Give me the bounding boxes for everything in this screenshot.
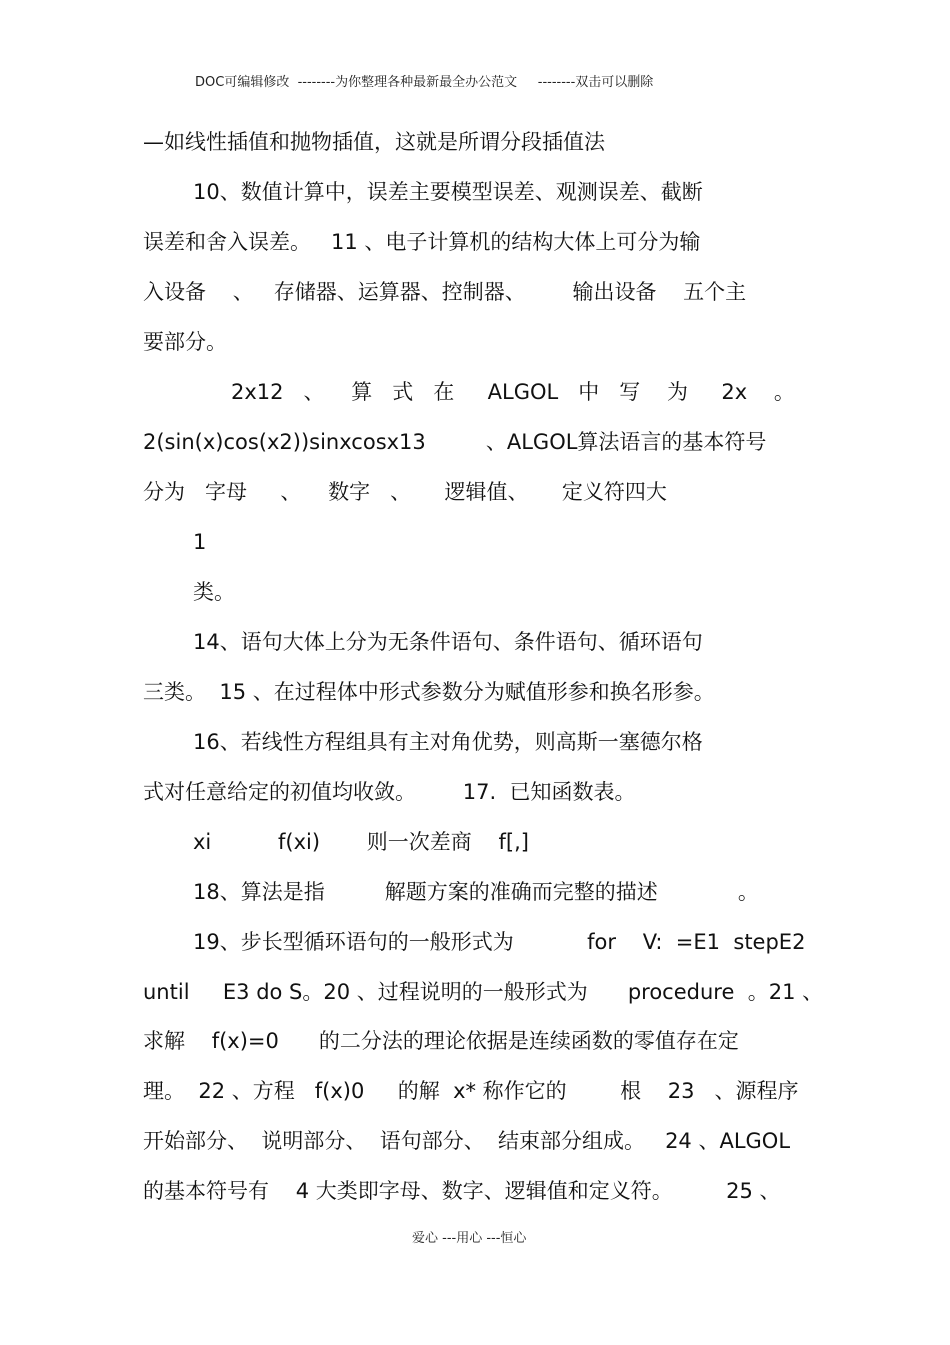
text-line-2: 10、数值计算中，误差主要模型误差、观测误差、截断	[193, 180, 703, 204]
text-line-15: xi f(xi) 则一次差商 f[,]	[193, 830, 529, 854]
text-line-20: 理。 22 、方程 f(x)0 的解 x* 称作它的 根 23 、源程序	[143, 1079, 799, 1103]
text-line-8: 分为 字母 、 数字 、 逻辑值、 定义符四大	[143, 480, 667, 504]
text-line-13: 16、若线性方程组具有主对角优势，则高斯一塞德尔格	[193, 730, 703, 754]
text-line-22: 的基本符号有 4 大类即字母、数字、逻辑值和定义符。 25 、	[143, 1179, 781, 1203]
text-line-1: —如线性插值和抛物插值，这就是所谓分段插值法	[143, 130, 605, 154]
text-line-9: 1	[193, 530, 207, 554]
text-line-10: 类。	[193, 580, 235, 604]
text-line-12: 三类。 15 、在过程体中形式参数分为赋值形参和换名形参。	[143, 680, 715, 704]
text-line-17: 19、步长型循环语句的一般形式为 for V: =E1 stepE2	[193, 930, 806, 954]
text-line-16: 18、算法是指 解题方案的准确而完整的描述 。	[193, 880, 759, 904]
text-line-4: 入设备 、 存储器、运算器、控制器、 输出设备 五个主	[143, 280, 747, 304]
page-footer: 爱心 ---用心 ---恒心	[412, 1231, 527, 1246]
text-line-3: 误差和舍入误差。 11 、电子计算机的结构大体上可分为输	[143, 230, 701, 254]
text-line-19: 求解 f(x)=0 的二分法的理论依据是连续函数的零值存在定	[143, 1029, 739, 1053]
page-header: DOC可编辑修改 --------为你整理各种最新最全办公范文 --------双击可以删除	[195, 75, 654, 90]
text-line-14: 式对任意给定的初值均收敛。 17. 已知函数表。	[143, 780, 636, 804]
text-line-21: 开始部分、 说明部分、 语句部分、 结束部分组成。 24 、ALGOL	[143, 1129, 791, 1153]
text-line-5: 要部分。	[143, 330, 227, 354]
text-line-6: 2x12 、 算 式 在 ALGOL 中 写 为 2x 。	[231, 380, 795, 404]
text-line-7: 2(sin(x)cos(x2))sinxcosx13 、ALGOL算法语言的基本符号	[143, 430, 767, 454]
text-line-18: until E3 do S。20 、过程说明的一般形式为 procedure 。21 、	[143, 980, 824, 1004]
text-line-11: 14、语句大体上分为无条件语句、条件语句、循环语句	[193, 630, 703, 654]
